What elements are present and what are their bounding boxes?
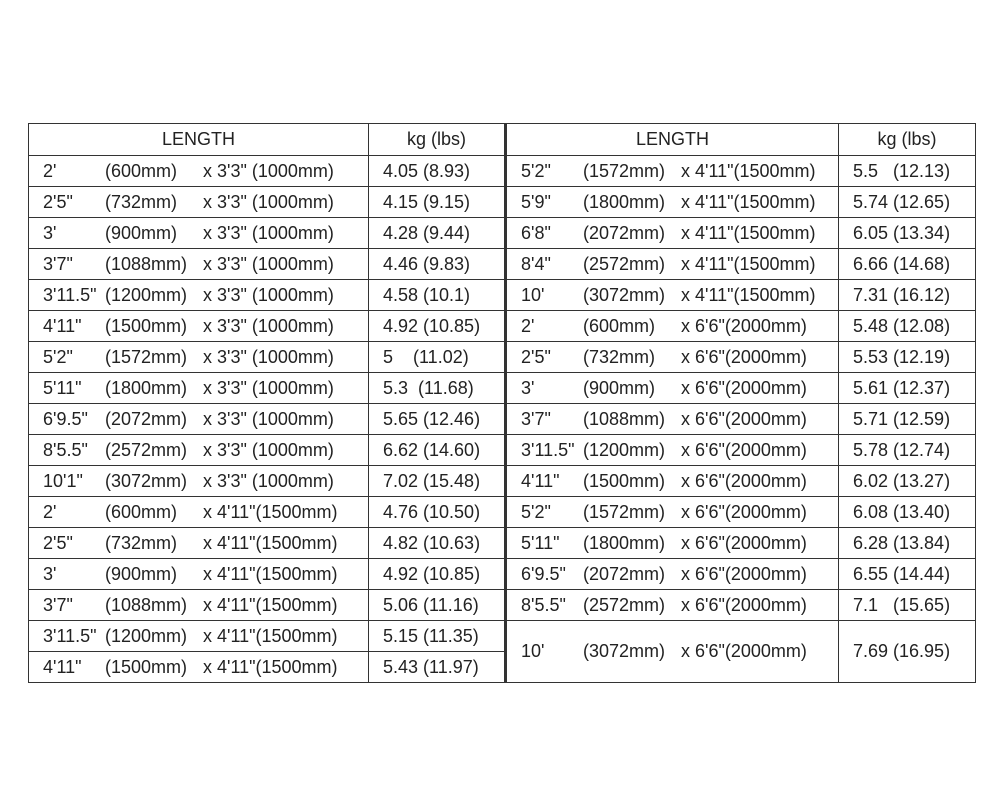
length-feet: 6'9.5" — [43, 408, 88, 429]
width-dimension: x 3'3" (1000mm) — [203, 408, 334, 429]
right-weight-cell: 5.53 (12.19) — [839, 342, 976, 373]
length-mm: (732mm) — [105, 532, 178, 553]
length-mm: (1200mm) — [105, 284, 188, 305]
length-feet: 10'1" — [43, 470, 83, 491]
right-weight-header: kg (lbs) — [839, 124, 976, 156]
length-mm: (600mm) — [105, 501, 178, 522]
left-weight-cell: 4.46 (9.83) — [369, 249, 506, 280]
length-mm: (1800mm) — [105, 377, 188, 398]
right-length-cell — [506, 187, 839, 218]
right-weight-cell: 6.02 (13.27) — [839, 466, 976, 497]
length-feet: 2'5" — [521, 346, 551, 367]
weight-table — [28, 123, 976, 683]
table-row — [29, 218, 976, 249]
right-weight-cell: 6.08 (13.40) — [839, 497, 976, 528]
left-weight-cell: 4.28 (9.44) — [369, 218, 506, 249]
length-mm: (732mm) — [583, 346, 656, 367]
left-weight-cell: 6.62 (14.60) — [369, 435, 506, 466]
length-mm: (1800mm) — [583, 532, 666, 553]
right-length-cell — [506, 280, 839, 311]
length-feet: 3'7" — [43, 253, 73, 274]
length-mm: (900mm) — [105, 563, 178, 584]
length-mm: (1200mm) — [583, 439, 666, 460]
length-mm: (2572mm) — [105, 439, 188, 460]
left-weight-cell: 5.06 (11.16) — [369, 590, 506, 621]
length-mm: (600mm) — [583, 315, 656, 336]
width-dimension: x 4'11"(1500mm) — [681, 284, 816, 305]
length-feet: 2' — [43, 160, 57, 181]
length-feet: 2' — [521, 315, 535, 336]
length-mm: (2072mm) — [583, 222, 666, 243]
left-weight-cell: 5.15 (11.35) — [369, 621, 506, 652]
width-dimension: x 4'11"(1500mm) — [203, 594, 338, 615]
width-dimension: x 3'3" (1000mm) — [203, 222, 334, 243]
right-length-header: LENGTH — [506, 124, 839, 156]
left-length-cell — [29, 218, 369, 249]
right-weight-cell: 7.69 (16.95) — [839, 621, 976, 683]
right-weight-cell: 7.1 (15.65) — [839, 590, 976, 621]
width-dimension: x 3'3" (1000mm) — [203, 284, 334, 305]
length-mm: (1088mm) — [583, 408, 666, 429]
left-length-cell — [29, 249, 369, 280]
length-feet: 10' — [521, 641, 545, 661]
length-feet: 3' — [43, 563, 57, 584]
length-mm: (1500mm) — [105, 315, 188, 336]
width-dimension: x 6'6"(2000mm) — [681, 641, 807, 661]
right-length-cell — [506, 373, 839, 404]
width-dimension: x 6'6"(2000mm) — [681, 470, 807, 491]
length-mm: (2572mm) — [583, 594, 666, 615]
table-row — [29, 435, 976, 466]
length-feet: 10' — [521, 284, 545, 305]
length-feet: 3' — [43, 222, 57, 243]
width-dimension: x 3'3" (1000mm) — [203, 346, 334, 367]
left-length-cell — [29, 280, 369, 311]
right-length-cell — [506, 559, 839, 590]
length-feet: 3' — [521, 377, 535, 398]
length-mm: (1088mm) — [105, 594, 188, 615]
width-dimension: x 3'3" (1000mm) — [203, 470, 334, 491]
weight-table-container — [28, 123, 975, 683]
table-row — [29, 249, 976, 280]
length-feet: 5'11" — [521, 532, 560, 553]
right-length-cell — [506, 404, 839, 435]
left-length-cell — [29, 311, 369, 342]
table-row — [29, 621, 976, 652]
left-length-cell — [29, 156, 369, 187]
width-dimension: x 6'6"(2000mm) — [681, 377, 807, 398]
left-weight-cell: 4.05 (8.93) — [369, 156, 506, 187]
table-row — [29, 311, 976, 342]
table-row — [29, 280, 976, 311]
right-weight-cell: 6.05 (13.34) — [839, 218, 976, 249]
length-mm: (900mm) — [583, 377, 656, 398]
length-feet: 2' — [43, 501, 57, 522]
width-dimension: x 4'11"(1500mm) — [203, 563, 338, 584]
width-dimension: x 4'11"(1500mm) — [681, 253, 816, 274]
left-length-cell — [29, 559, 369, 590]
table-row — [29, 404, 976, 435]
length-mm: (3072mm) — [105, 470, 188, 491]
left-weight-cell: 5 (11.02) — [369, 342, 506, 373]
right-weight-cell: 5.71 (12.59) — [839, 404, 976, 435]
table-row — [29, 590, 976, 621]
left-length-header: LENGTH — [29, 124, 369, 156]
left-length-cell — [29, 404, 369, 435]
table-row — [29, 559, 976, 590]
width-dimension: x 3'3" (1000mm) — [203, 160, 334, 181]
table-row — [29, 528, 976, 559]
width-dimension: x 6'6"(2000mm) — [681, 346, 807, 367]
length-mm: (600mm) — [105, 160, 178, 181]
left-weight-cell: 5.43 (11.97) — [369, 652, 506, 683]
left-weight-cell: 4.92 (10.85) — [369, 311, 506, 342]
right-length-cell — [506, 156, 839, 187]
length-feet: 5'2" — [43, 346, 73, 367]
length-feet: 4'11" — [521, 470, 560, 491]
width-dimension: x 4'11"(1500mm) — [681, 222, 816, 243]
left-length-cell — [29, 435, 369, 466]
right-length-cell — [506, 528, 839, 559]
left-weight-cell: 7.02 (15.48) — [369, 466, 506, 497]
width-dimension: x 3'3" (1000mm) — [203, 377, 334, 398]
length-feet: 6'9.5" — [521, 563, 566, 584]
length-feet: 2'5" — [43, 191, 73, 212]
length-feet: 6'8" — [521, 222, 551, 243]
length-mm: (3072mm) — [583, 284, 666, 305]
table-row — [29, 466, 976, 497]
left-length-cell — [29, 187, 369, 218]
header-row — [29, 124, 976, 156]
table-row — [29, 187, 976, 218]
left-weight-cell: 5.3 (11.68) — [369, 373, 506, 404]
right-length-cell — [506, 249, 839, 280]
left-weight-cell: 5.65 (12.46) — [369, 404, 506, 435]
length-mm: (1572mm) — [583, 501, 666, 522]
right-length-cell — [506, 311, 839, 342]
right-weight-cell: 5.74 (12.65) — [839, 187, 976, 218]
width-dimension: x 6'6"(2000mm) — [681, 501, 807, 522]
right-weight-cell: 5.5 (12.13) — [839, 156, 976, 187]
length-mm: (732mm) — [105, 191, 178, 212]
width-dimension: x 3'3" (1000mm) — [203, 315, 334, 336]
left-weight-cell: 4.58 (10.1) — [369, 280, 506, 311]
length-feet: 5'2" — [521, 160, 551, 181]
length-mm: (3072mm) — [583, 641, 666, 661]
right-weight-cell: 5.48 (12.08) — [839, 311, 976, 342]
table-row — [29, 156, 976, 187]
length-feet: 5'9" — [521, 191, 551, 212]
table-row — [29, 373, 976, 404]
length-mm: (1572mm) — [105, 346, 188, 367]
length-feet: 8'5.5" — [43, 439, 88, 460]
length-mm: (1500mm) — [105, 656, 188, 677]
table-row — [29, 497, 976, 528]
length-mm: (2072mm) — [105, 408, 188, 429]
left-weight-cell: 4.76 (10.50) — [369, 497, 506, 528]
length-mm: (1800mm) — [583, 191, 666, 212]
width-dimension: x 6'6"(2000mm) — [681, 439, 807, 460]
length-mm: (1572mm) — [583, 160, 666, 181]
width-dimension: x 4'11"(1500mm) — [203, 501, 338, 522]
right-weight-cell: 7.31 (16.12) — [839, 280, 976, 311]
right-length-cell — [506, 497, 839, 528]
length-mm: (1088mm) — [105, 253, 188, 274]
left-weight-header: kg (lbs) — [369, 124, 506, 156]
table-row — [29, 342, 976, 373]
width-dimension: x 6'6"(2000mm) — [681, 315, 807, 336]
width-dimension: x 3'3" (1000mm) — [203, 191, 334, 212]
width-dimension: x 4'11"(1500mm) — [681, 191, 816, 212]
length-feet: 8'5.5" — [521, 594, 566, 615]
length-mm: (2072mm) — [583, 563, 666, 584]
width-dimension: x 6'6"(2000mm) — [681, 594, 807, 615]
right-weight-cell: 6.66 (14.68) — [839, 249, 976, 280]
length-feet: 3'11.5" — [521, 439, 575, 460]
width-dimension: x 4'11"(1500mm) — [203, 532, 338, 553]
width-dimension: x 6'6"(2000mm) — [681, 563, 807, 584]
length-feet: 8'4" — [521, 253, 551, 274]
right-length-cell — [506, 435, 839, 466]
right-weight-cell: 6.28 (13.84) — [839, 528, 976, 559]
width-dimension: x 3'3" (1000mm) — [203, 253, 334, 274]
left-length-cell — [29, 652, 369, 683]
width-dimension: x 4'11"(1500mm) — [203, 625, 338, 646]
length-feet: 3'11.5" — [43, 625, 97, 646]
left-length-cell — [29, 528, 369, 559]
right-weight-cell: 5.61 (12.37) — [839, 373, 976, 404]
left-weight-cell: 4.92 (10.85) — [369, 559, 506, 590]
length-mm: (1500mm) — [583, 470, 666, 491]
right-weight-cell: 6.55 (14.44) — [839, 559, 976, 590]
left-weight-cell: 4.15 (9.15) — [369, 187, 506, 218]
length-mm: (1200mm) — [105, 625, 188, 646]
width-dimension: x 4'11"(1500mm) — [203, 656, 338, 677]
right-length-cell — [506, 342, 839, 373]
width-dimension: x 4'11"(1500mm) — [681, 160, 816, 181]
left-length-cell — [29, 497, 369, 528]
length-feet: 4'11" — [43, 656, 82, 677]
right-weight-cell: 5.78 (12.74) — [839, 435, 976, 466]
width-dimension: x 3'3" (1000mm) — [203, 439, 334, 460]
length-mm: (900mm) — [105, 222, 178, 243]
length-feet: 3'7" — [43, 594, 73, 615]
right-length-cell — [506, 590, 839, 621]
left-length-cell — [29, 590, 369, 621]
length-mm: (2572mm) — [583, 253, 666, 274]
left-length-cell — [29, 373, 369, 404]
right-length-cell — [506, 218, 839, 249]
left-weight-cell: 4.82 (10.63) — [369, 528, 506, 559]
left-length-cell — [29, 466, 369, 497]
left-length-cell — [29, 342, 369, 373]
right-length-cell — [506, 621, 839, 683]
length-feet: 4'11" — [43, 315, 82, 336]
length-feet: 3'7" — [521, 408, 551, 429]
width-dimension: x 6'6"(2000mm) — [681, 408, 807, 429]
table-body — [29, 156, 976, 683]
length-feet: 5'11" — [43, 377, 82, 398]
length-feet: 2'5" — [43, 532, 73, 553]
right-length-cell — [506, 466, 839, 497]
width-dimension: x 6'6"(2000mm) — [681, 532, 807, 553]
left-length-cell — [29, 621, 369, 652]
length-feet: 5'2" — [521, 501, 551, 522]
length-feet: 3'11.5" — [43, 284, 97, 305]
